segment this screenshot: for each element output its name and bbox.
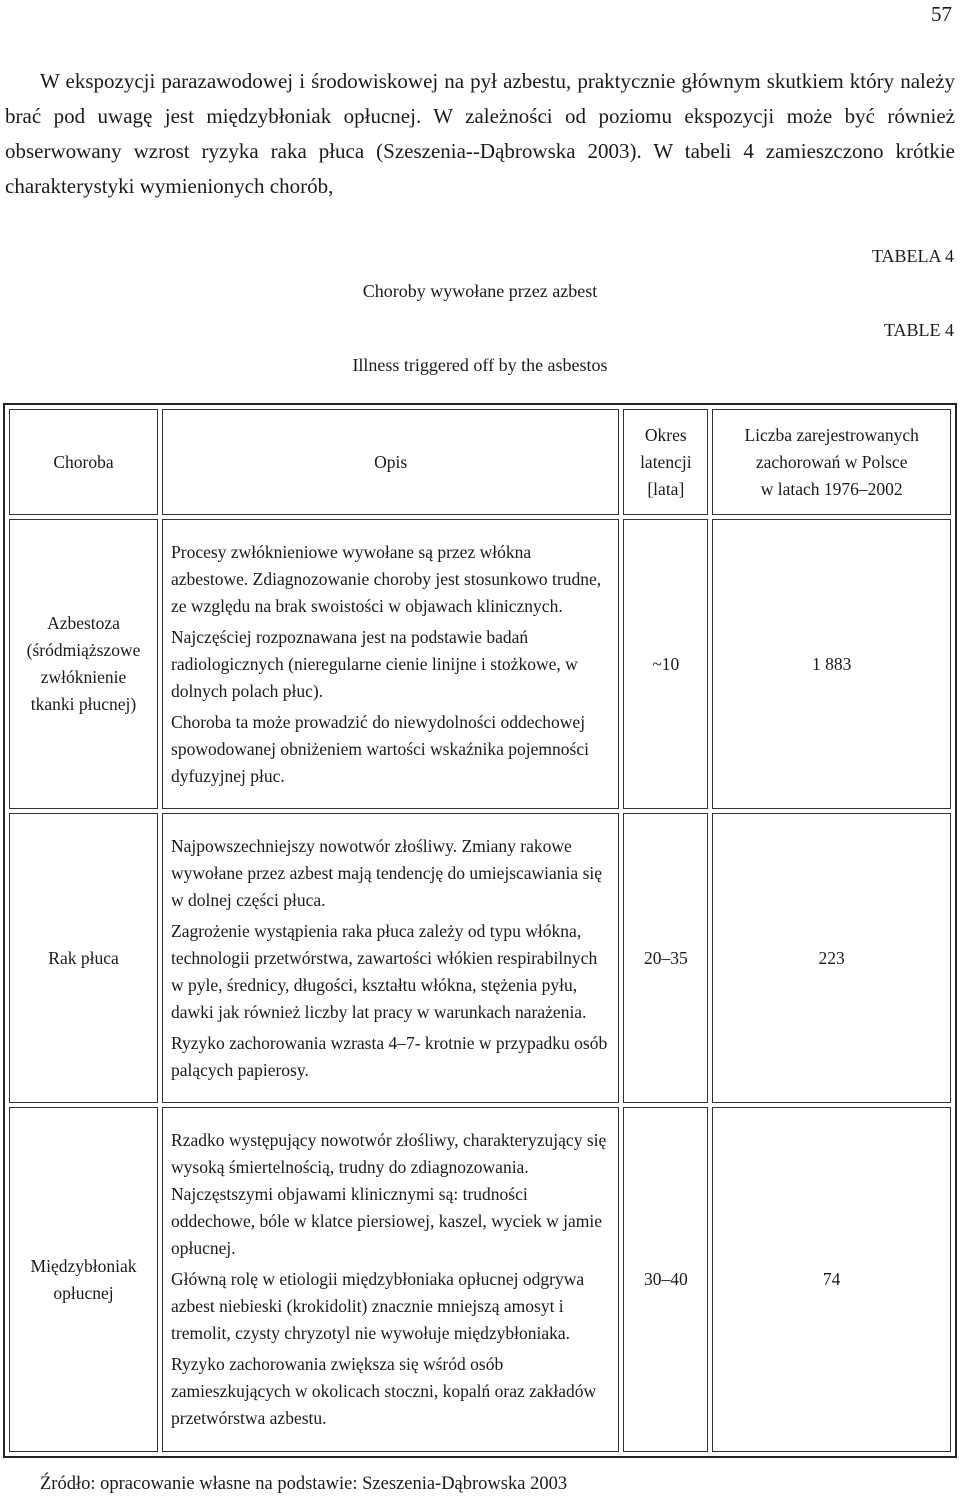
choroba-line: Azbestoza xyxy=(47,613,120,633)
row-choroba xyxy=(9,519,158,809)
row-liczba: 1 883 xyxy=(712,519,951,809)
table-row xyxy=(9,519,951,809)
disease-table xyxy=(3,403,957,1458)
row-liczba: 74 xyxy=(712,1107,951,1452)
choroba-line: (śródmiąższowe xyxy=(26,640,141,660)
choroba-line: Rak płuca xyxy=(48,947,119,968)
header-liczba-line3: w latach 1976–2002 xyxy=(760,478,903,499)
source-note: Źródło: opracowanie własne na podstawie: Szeszenia-Dąbrowska 2003 xyxy=(40,1474,568,1494)
header-choroba: Choroba xyxy=(9,409,158,515)
opis-paragraph: Choroba ta może prowadzić do niewydolności oddechowej spowodowanej obniżeniem wartości wskaźnika pojemności dyfuzyjnej płuc. xyxy=(171,711,589,786)
table-row xyxy=(9,813,951,1103)
header-okres-line3: [lata] xyxy=(647,478,685,499)
header-liczba-line2: zachorowań w Polsce xyxy=(755,451,908,472)
header-okres xyxy=(623,409,708,515)
row-choroba xyxy=(9,813,158,1103)
header-liczba xyxy=(712,409,951,515)
row-okres: 20–35 xyxy=(623,813,708,1103)
table-label-pl: TABELA 4 xyxy=(871,246,954,266)
header-okres-line2: latencji xyxy=(640,451,692,472)
row-okres: 30–40 xyxy=(623,1107,708,1452)
opis-paragraph: Najczęściej rozpoznawana jest na podstawie badań radiologicznych (nieregularne cienie linijne i stożkowe, w dolnych polach płuc). xyxy=(171,626,578,701)
opis-paragraph: Ryzyko zachorowania wzrasta 4–7- krotnie w przypadku osób palących papierosy. xyxy=(171,1032,608,1080)
header-liczba-line1: Liczba zarejestrowanych xyxy=(744,424,919,445)
choroba-line: opłucnej xyxy=(53,1282,114,1303)
opis-paragraph: Główną rolę w etiologii międzybłoniaka opłucnej odgrywa azbest niebieski (krokidolit) znacznie mniejszą amosyt i tremolit, czysty chryzotyl nie wywołuje międzybłoniaka. xyxy=(171,1269,585,1343)
row-choroba xyxy=(9,1107,158,1452)
table-row xyxy=(9,1107,951,1452)
row-opis xyxy=(162,1107,619,1452)
row-opis xyxy=(162,519,619,809)
row-opis xyxy=(162,813,619,1103)
opis-paragraph: Najpowszechniejszy nowotwór złośliwy. Zmiany rakowe wywołane przez azbest mają tendencję do umiejscawiania się w dolnej części płuca. xyxy=(171,835,603,910)
opis-paragraph: Zagrożenie wystąpienia raka płuca zależy od typu włókna, technologii przetwórstwa, zawartości włókien respirabilnych w pyle, średnicy, długości, kształtu włókna, stężenia pyłu, dawki jak również liczby lat pracy w warunkach narażenia. xyxy=(171,920,598,1022)
choroba-line: tkanki płucnej) xyxy=(30,694,137,714)
row-liczba: 223 xyxy=(712,813,951,1103)
table-title-en: Illness triggered off by the asbestos xyxy=(352,355,608,375)
header-opis: Opis xyxy=(162,409,619,515)
table-header-row xyxy=(9,409,951,515)
table-title-pl: Choroby wywołane przez azbest xyxy=(362,281,598,301)
row-okres: ~10 xyxy=(623,519,708,809)
page-number: 57 xyxy=(931,2,952,26)
header-okres-line1: Okres xyxy=(644,424,687,445)
choroba-line: zwłóknienie xyxy=(40,667,127,687)
opis-paragraph: Rzadko występujący nowotwór złośliwy, charakteryzujący się wysoką śmiertelnością, trudny do zdiagnozowania. Najczęstszymi objawami klinicznymi są: trudności oddechowe, bóle w klatce piersiowej, kaszel, wyciek w jamie opłucnej. xyxy=(171,1130,607,1258)
opis-paragraph: Procesy zwłóknieniowe wywołane są przez włókna azbestowe. Zdiagnozowanie choroby jest stosunkowo trudne, ze względu na brak swoistości w objawach klinicznych. xyxy=(171,541,602,616)
intro-paragraph: W ekspozycji parazawodowej i środowiskowej na pył azbestu, praktycznie głównym skutkiem który należy brać pod uwagę jest międzybłoniak opłucnej. W zależności od poziomu ekspozycji może być również obserwowany wzrost ryzyka raka płuca (Szeszenia--Dąbrowska 2003). W tabeli 4 zamieszczono krótkie charakterystyki wymienionych chorób, xyxy=(5,69,955,198)
choroba-line: Międzybłoniak xyxy=(30,1255,137,1276)
table-label-en: TABLE 4 xyxy=(883,320,954,340)
opis-paragraph: Ryzyko zachorowania zwiększa się wśród osób zamieszkujących w okolicach stoczni, kopalń oraz zakładów przetwórstwa azbestu. xyxy=(171,1354,597,1428)
